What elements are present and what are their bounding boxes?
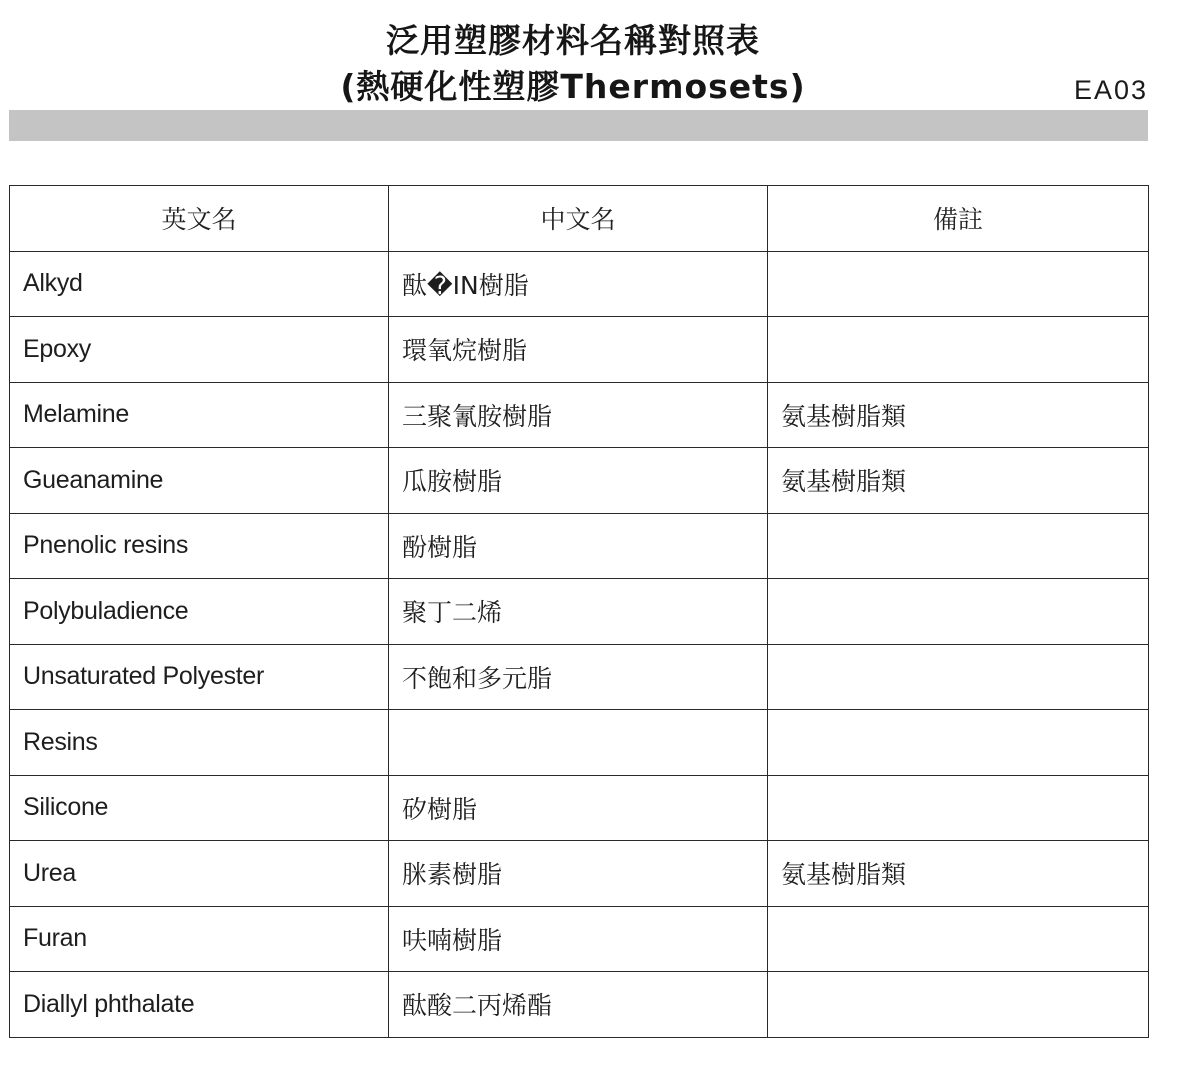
cell-chinese-name: 脒素樹脂 [389,841,768,907]
cell-chinese-name: 不飽和多元脂 [389,644,768,710]
cell-note [768,513,1149,579]
cell-note: 氨基樹脂類 [768,841,1149,907]
cell-english-name: Diallyl phthalate [10,972,389,1038]
cell-chinese-name [389,710,768,776]
cell-note [768,775,1149,841]
cell-chinese-name: 呋喃樹脂 [389,906,768,972]
header-divider-bar [9,110,1148,141]
cell-english-name: Epoxy [10,317,389,383]
table-row [10,579,1149,645]
materials-table [9,185,1149,1038]
cell-chinese-name: 聚丁二烯 [389,579,768,645]
cell-note [768,251,1149,317]
table-row [10,448,1149,514]
cell-chinese-name: 三聚氰胺樹脂 [389,382,768,448]
cell-chinese-name: 環氧烷樹脂 [389,317,768,383]
cell-chinese-name: 瓜胺樹脂 [389,448,768,514]
table-row [10,775,1149,841]
cell-note [768,906,1149,972]
column-header-english: 英文名 [10,186,389,252]
cell-english-name: Unsaturated Polyester [10,644,389,710]
cell-english-name: Alkyd [10,251,389,317]
cell-chinese-name: 酞�IN樹脂 [389,251,768,317]
cell-english-name: Polybuladience [10,579,389,645]
cell-note [768,644,1149,710]
cell-note [768,579,1149,645]
cell-english-name: Melamine [10,382,389,448]
cell-note [768,972,1149,1038]
table-row [10,644,1149,710]
cell-chinese-name: 矽樹脂 [389,775,768,841]
title-line-1: 泛用塑膠材料名稱對照表 [386,21,760,60]
cell-chinese-name: 酞酸二丙烯酯 [389,972,768,1038]
column-header-notes: 備註 [768,186,1149,252]
table-row [10,251,1149,317]
cell-english-name: Urea [10,841,389,907]
cell-note: 氨基樹脂類 [768,448,1149,514]
table-row [10,317,1149,383]
cell-english-name: Pnenolic resins [10,513,389,579]
cell-chinese-name: 酚樹脂 [389,513,768,579]
table-row [10,382,1149,448]
table-row [10,513,1149,579]
cell-note [768,317,1149,383]
cell-english-name: Silicone [10,775,389,841]
cell-note [768,710,1149,776]
document-code: EA03 [1073,75,1148,105]
title-line-2: (熱硬化性塑膠Thermosets) [340,67,806,106]
cell-english-name: Resins [10,710,389,776]
table-row [10,841,1149,907]
table-row [10,972,1149,1038]
column-header-chinese: 中文名 [389,186,768,252]
table-row [10,906,1149,972]
document-title [0,18,1146,110]
cell-english-name: Gueanamine [10,448,389,514]
table-header-row [10,186,1149,252]
cell-note: 氨基樹脂類 [768,382,1149,448]
cell-english-name: Furan [10,906,389,972]
table-row [10,710,1149,776]
